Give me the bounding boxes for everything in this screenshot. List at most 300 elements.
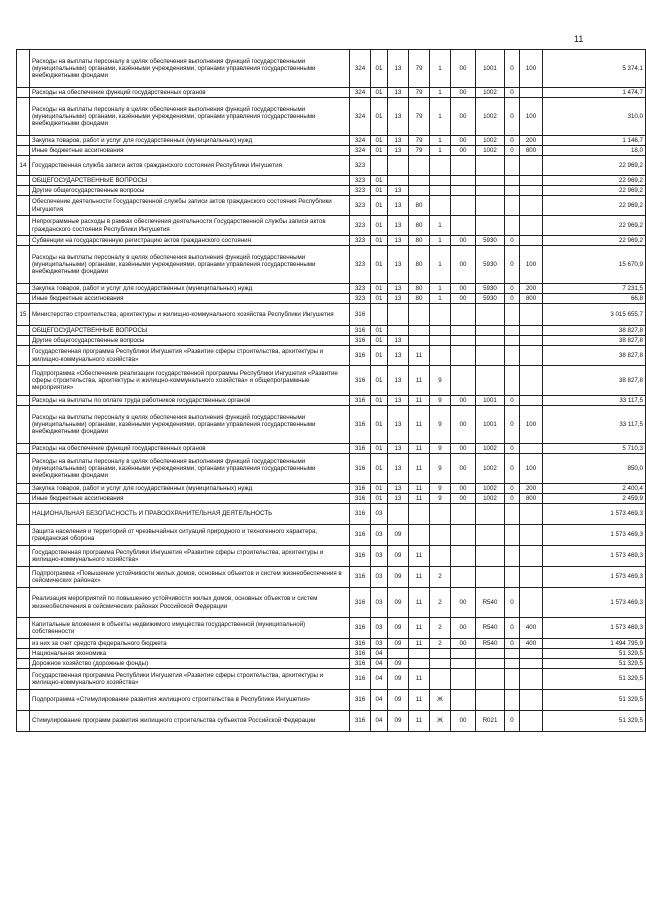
- section-code-cell: 01: [371, 284, 388, 294]
- item-name-cell: Закупка товаров, работ и услуг для государственных (муниципальных) нужд: [30, 484, 350, 494]
- section-code-cell: 01: [371, 366, 388, 396]
- subprogram-code-cell: 9: [430, 396, 451, 406]
- suffix-code-cell: [505, 690, 520, 711]
- program-code-cell: 11: [409, 669, 430, 690]
- subsection-code-cell: 13: [388, 346, 409, 366]
- program-code-cell: [409, 176, 430, 186]
- item-name-cell: Расходы на выплаты по оплате труда работников государственных органов: [30, 396, 350, 406]
- expense-type-code-cell: 100: [520, 98, 543, 136]
- row-number-cell: [17, 88, 30, 98]
- row-number-cell: [17, 649, 30, 659]
- subprogram-code-cell: [430, 669, 451, 690]
- amount-cell: 1 474,7: [543, 88, 646, 98]
- event-code-cell: 00: [451, 711, 476, 732]
- suffix-code-cell: 0: [505, 284, 520, 294]
- expense-type-code-cell: [520, 236, 543, 246]
- section-code-cell: 01: [371, 88, 388, 98]
- amount-cell: 51 329,5: [543, 649, 646, 659]
- table-row: [17, 711, 646, 732]
- amount-cell: 33 117,5: [543, 406, 646, 444]
- subsection-code-cell: 13: [388, 284, 409, 294]
- row-number-cell: [17, 176, 30, 186]
- item-name-cell: Обеспечение деятельности Государственной службы записи актов гражданского состояния Республики Ингушетия: [30, 196, 350, 216]
- expense-type-code-cell: [520, 326, 543, 336]
- page-number: 11: [574, 34, 584, 44]
- table-row: [17, 484, 646, 494]
- table-row: [17, 454, 646, 484]
- subsection-code-cell: 09: [388, 546, 409, 567]
- program-code-cell: [409, 649, 430, 659]
- section-code-cell: 04: [371, 649, 388, 659]
- row-number-cell: [17, 444, 30, 454]
- event-code-cell: [451, 304, 476, 326]
- event-code-cell: [451, 186, 476, 196]
- table-row: [17, 546, 646, 567]
- amount-cell: 22 969,2: [543, 236, 646, 246]
- program-code-cell: 11: [409, 618, 430, 639]
- table-row: [17, 366, 646, 396]
- direction-code-cell: [476, 196, 505, 216]
- row-number-cell: [17, 525, 30, 546]
- suffix-code-cell: [505, 156, 520, 176]
- item-name-cell: Расходы на выплаты персоналу в целях обеспечения выполнения функций государственными (муниципальными) органами, казёнными учреждениями, органами управления государственными внебюджетными фондами: [30, 98, 350, 136]
- event-code-cell: [451, 504, 476, 525]
- table-row: [17, 146, 646, 156]
- ved-code-cell: 316: [350, 690, 371, 711]
- row-number-cell: [17, 146, 30, 156]
- expense-type-code-cell: [520, 504, 543, 525]
- expense-type-code-cell: 400: [520, 618, 543, 639]
- section-code-cell: 03: [371, 618, 388, 639]
- table-row: [17, 336, 646, 346]
- subprogram-code-cell: Ж: [430, 711, 451, 732]
- direction-code-cell: [476, 326, 505, 336]
- amount-cell: 22 969,2: [543, 186, 646, 196]
- direction-code-cell: [476, 216, 505, 236]
- program-code-cell: 80: [409, 216, 430, 236]
- section-code-cell: [371, 156, 388, 176]
- subprogram-code-cell: 1: [430, 294, 451, 304]
- event-code-cell: [451, 326, 476, 336]
- suffix-code-cell: [505, 186, 520, 196]
- subprogram-code-cell: [430, 186, 451, 196]
- direction-code-cell: 5930: [476, 294, 505, 304]
- suffix-code-cell: [505, 567, 520, 588]
- ved-code-cell: 316: [350, 304, 371, 326]
- event-code-cell: [451, 156, 476, 176]
- subprogram-code-cell: 1: [430, 236, 451, 246]
- program-code-cell: [409, 336, 430, 346]
- direction-code-cell: R540: [476, 588, 505, 618]
- direction-code-cell: 1002: [476, 136, 505, 146]
- suffix-code-cell: [505, 546, 520, 567]
- section-code-cell: 01: [371, 396, 388, 406]
- amount-cell: 38 827,8: [543, 346, 646, 366]
- subprogram-code-cell: [430, 196, 451, 216]
- subprogram-code-cell: 9: [430, 494, 451, 504]
- suffix-code-cell: 0: [505, 246, 520, 284]
- section-code-cell: 03: [371, 546, 388, 567]
- row-number-cell: [17, 294, 30, 304]
- subprogram-code-cell: [430, 525, 451, 546]
- item-name-cell: Непрограммные расходы в рамках обеспечения деятельности Государственной службы записи актов гражданского состояния Республики Ингушетия: [30, 216, 350, 236]
- event-code-cell: 00: [451, 236, 476, 246]
- program-code-cell: 79: [409, 98, 430, 136]
- ved-code-cell: 323: [350, 156, 371, 176]
- direction-code-cell: [476, 546, 505, 567]
- event-code-cell: 00: [451, 98, 476, 136]
- table-row: [17, 88, 646, 98]
- direction-code-cell: R021: [476, 711, 505, 732]
- subsection-code-cell: 13: [388, 88, 409, 98]
- row-number-cell: [17, 711, 30, 732]
- event-code-cell: 00: [451, 396, 476, 406]
- ved-code-cell: 316: [350, 588, 371, 618]
- subsection-code-cell: 13: [388, 406, 409, 444]
- suffix-code-cell: 0: [505, 146, 520, 156]
- table-row: [17, 294, 646, 304]
- ved-code-cell: 316: [350, 649, 371, 659]
- subprogram-code-cell: 2: [430, 588, 451, 618]
- subprogram-code-cell: [430, 504, 451, 525]
- expense-type-code-cell: 100: [520, 454, 543, 484]
- direction-code-cell: 1002: [476, 98, 505, 136]
- event-code-cell: 00: [451, 50, 476, 88]
- table-row: [17, 186, 646, 196]
- section-code-cell: [371, 304, 388, 326]
- subprogram-code-cell: 2: [430, 618, 451, 639]
- subsection-code-cell: [388, 504, 409, 525]
- amount-cell: 2 459,9: [543, 494, 646, 504]
- table-row: [17, 98, 646, 136]
- item-name-cell: Подпрограмма «Обеспечение реализации государственной программы Республики Ингушетия «Развитие сферы строительства, архитектуры и жилищно-коммунального хозяйства» и общепрограммные мероприятия»: [30, 366, 350, 396]
- subprogram-code-cell: [430, 304, 451, 326]
- event-code-cell: 00: [451, 494, 476, 504]
- table-row: [17, 669, 646, 690]
- ved-code-cell: 323: [350, 294, 371, 304]
- program-code-cell: 79: [409, 50, 430, 88]
- table-row: [17, 406, 646, 444]
- item-name-cell: Закупка товаров, работ и услуг для государственных (муниципальных) нужд: [30, 284, 350, 294]
- amount-cell: 51 329,5: [543, 669, 646, 690]
- section-code-cell: 01: [371, 98, 388, 136]
- expense-type-code-cell: [520, 711, 543, 732]
- item-name-cell: Государственная программа Республики Ингушетия «Развитие сферы строительства, архитектуры и жилищно-коммунального хозяйства»: [30, 669, 350, 690]
- subprogram-code-cell: Ж: [430, 690, 451, 711]
- item-name-cell: Подпрограмма «Стимулирование развития жилищного строительства в Республике Ингушетия»: [30, 690, 350, 711]
- amount-cell: 7 231,5: [543, 284, 646, 294]
- item-name-cell: ОБЩЕГОСУДАРСТВЕННЫЕ ВОПРОСЫ: [30, 176, 350, 186]
- ved-code-cell: 324: [350, 136, 371, 146]
- ved-code-cell: 324: [350, 50, 371, 88]
- item-name-cell: Реализация мероприятий по повышению устойчивости жилых домов, основных объектов и систем жизнеобеспечения в сейсмических районах Российской Федерации: [30, 588, 350, 618]
- row-number-cell: [17, 454, 30, 484]
- direction-code-cell: 1002: [476, 88, 505, 98]
- amount-cell: 1 573 469,3: [543, 618, 646, 639]
- subprogram-code-cell: 2: [430, 567, 451, 588]
- program-code-cell: 80: [409, 246, 430, 284]
- item-name-cell: Расходы на выплаты персоналу в целях обеспечения выполнения функций государственными (муниципальными) органами, казёнными учреждениями, органами управления государственными внебюджетными фондами: [30, 50, 350, 88]
- direction-code-cell: 1002: [476, 484, 505, 494]
- amount-cell: 22 969,2: [543, 216, 646, 236]
- program-code-cell: 11: [409, 406, 430, 444]
- section-code-cell: 01: [371, 216, 388, 236]
- subsection-code-cell: [388, 649, 409, 659]
- suffix-code-cell: [505, 304, 520, 326]
- section-code-cell: 01: [371, 196, 388, 216]
- amount-cell: 1 573 469,3: [543, 567, 646, 588]
- amount-cell: 51 329,5: [543, 659, 646, 669]
- suffix-code-cell: [505, 176, 520, 186]
- table-row: [17, 396, 646, 406]
- item-name-cell: Иные бюджетные ассигнования: [30, 294, 350, 304]
- expense-type-code-cell: [520, 216, 543, 236]
- section-code-cell: 01: [371, 454, 388, 484]
- ved-code-cell: 316: [350, 484, 371, 494]
- subprogram-code-cell: 9: [430, 484, 451, 494]
- subprogram-code-cell: 1: [430, 88, 451, 98]
- program-code-cell: 80: [409, 236, 430, 246]
- suffix-code-cell: [505, 649, 520, 659]
- row-number-cell: [17, 396, 30, 406]
- row-number-cell: [17, 284, 30, 294]
- subprogram-code-cell: [430, 326, 451, 336]
- subsection-code-cell: [388, 156, 409, 176]
- amount-cell: 38 827,8: [543, 366, 646, 396]
- section-code-cell: 01: [371, 406, 388, 444]
- section-code-cell: 01: [371, 50, 388, 88]
- subsection-code-cell: 13: [388, 494, 409, 504]
- program-code-cell: 80: [409, 284, 430, 294]
- expense-type-code-cell: [520, 396, 543, 406]
- amount-cell: 22 969,2: [543, 156, 646, 176]
- expense-type-code-cell: [520, 346, 543, 366]
- row-number-cell: [17, 690, 30, 711]
- expense-type-code-cell: [520, 88, 543, 98]
- section-code-cell: 03: [371, 639, 388, 649]
- amount-cell: 38 827,8: [543, 326, 646, 336]
- suffix-code-cell: [505, 525, 520, 546]
- event-code-cell: 00: [451, 284, 476, 294]
- suffix-code-cell: 0: [505, 136, 520, 146]
- subsection-code-cell: 13: [388, 50, 409, 88]
- subprogram-code-cell: 2: [430, 639, 451, 649]
- item-name-cell: Субвенции на государственную регистрацию актов гражданского состояния: [30, 236, 350, 246]
- amount-cell: 1 573 469,3: [543, 525, 646, 546]
- event-code-cell: [451, 366, 476, 396]
- direction-code-cell: [476, 366, 505, 396]
- item-name-cell: Защита населения и территорий от чрезвычайных ситуаций природного и техногенного характера, гражданская оборона: [30, 525, 350, 546]
- row-number-cell: [17, 366, 30, 396]
- direction-code-cell: [476, 504, 505, 525]
- row-number-cell: [17, 588, 30, 618]
- subprogram-code-cell: [430, 346, 451, 366]
- row-number-cell: [17, 494, 30, 504]
- section-code-cell: 01: [371, 326, 388, 336]
- ved-code-cell: 323: [350, 186, 371, 196]
- amount-cell: 1 573 469,3: [543, 546, 646, 567]
- section-code-cell: 01: [371, 236, 388, 246]
- ved-code-cell: 316: [350, 525, 371, 546]
- item-name-cell: Расходы на обеспечение функций государственных органов: [30, 88, 350, 98]
- subsection-code-cell: 13: [388, 246, 409, 284]
- program-code-cell: 11: [409, 711, 430, 732]
- suffix-code-cell: 0: [505, 50, 520, 88]
- event-code-cell: 00: [451, 484, 476, 494]
- subprogram-code-cell: 1: [430, 50, 451, 88]
- ved-code-cell: 324: [350, 146, 371, 156]
- program-code-cell: 80: [409, 294, 430, 304]
- subsection-code-cell: 13: [388, 98, 409, 136]
- event-code-cell: 00: [451, 618, 476, 639]
- subsection-code-cell: 09: [388, 588, 409, 618]
- direction-code-cell: [476, 649, 505, 659]
- ved-code-cell: 316: [350, 406, 371, 444]
- item-name-cell: Закупка товаров, работ и услуг для государственных (муниципальных) нужд: [30, 136, 350, 146]
- suffix-code-cell: 0: [505, 494, 520, 504]
- event-code-cell: [451, 546, 476, 567]
- section-code-cell: 01: [371, 176, 388, 186]
- row-number-cell: [17, 326, 30, 336]
- table-row: [17, 588, 646, 618]
- program-code-cell: [409, 659, 430, 669]
- expense-type-code-cell: [520, 567, 543, 588]
- direction-code-cell: 1002: [476, 454, 505, 484]
- expense-type-code-cell: 800: [520, 146, 543, 156]
- event-code-cell: [451, 669, 476, 690]
- direction-code-cell: 1001: [476, 396, 505, 406]
- item-name-cell: НАЦИОНАЛЬНАЯ БЕЗОПАСНОСТЬ И ПРАВООХРАНИТЕЛЬНАЯ ДЕЯТЕЛЬНОСТЬ: [30, 504, 350, 525]
- event-code-cell: [451, 196, 476, 216]
- suffix-code-cell: 0: [505, 711, 520, 732]
- subsection-code-cell: 13: [388, 186, 409, 196]
- row-number-cell: [17, 236, 30, 246]
- subsection-code-cell: 13: [388, 444, 409, 454]
- subsection-code-cell: [388, 304, 409, 326]
- item-name-cell: из них за счет средств федерального бюджета: [30, 639, 350, 649]
- suffix-code-cell: [505, 669, 520, 690]
- amount-cell: 5 710,3: [543, 444, 646, 454]
- suffix-code-cell: [505, 504, 520, 525]
- row-number-cell: [17, 659, 30, 669]
- direction-code-cell: [476, 186, 505, 196]
- row-number-cell: [17, 196, 30, 216]
- subprogram-code-cell: [430, 336, 451, 346]
- expense-type-code-cell: [520, 444, 543, 454]
- subprogram-code-cell: 1: [430, 246, 451, 284]
- direction-code-cell: [476, 659, 505, 669]
- ved-code-cell: 323: [350, 246, 371, 284]
- event-code-cell: [451, 176, 476, 186]
- suffix-code-cell: 0: [505, 406, 520, 444]
- program-code-cell: [409, 525, 430, 546]
- subsection-code-cell: 09: [388, 690, 409, 711]
- amount-cell: 18,0: [543, 146, 646, 156]
- amount-cell: 33 117,5: [543, 396, 646, 406]
- ved-code-cell: 316: [350, 454, 371, 484]
- program-code-cell: 11: [409, 567, 430, 588]
- event-code-cell: [451, 525, 476, 546]
- row-number-cell: [17, 50, 30, 88]
- ved-code-cell: 316: [350, 336, 371, 346]
- section-code-cell: 01: [371, 146, 388, 156]
- event-code-cell: 00: [451, 406, 476, 444]
- item-name-cell: Государственная программа Республики Ингушетия «Развитие сферы строительства, архитектуры и жилищно-коммунального хозяйства»: [30, 546, 350, 567]
- ved-code-cell: 324: [350, 98, 371, 136]
- amount-cell: 310,0: [543, 98, 646, 136]
- table-row: [17, 246, 646, 284]
- expense-type-code-cell: [520, 546, 543, 567]
- ved-code-cell: 316: [350, 669, 371, 690]
- suffix-code-cell: 0: [505, 454, 520, 484]
- item-name-cell: Другие общегосударственные вопросы: [30, 186, 350, 196]
- ved-code-cell: 324: [350, 88, 371, 98]
- section-code-cell: 01: [371, 494, 388, 504]
- program-code-cell: [409, 304, 430, 326]
- direction-code-cell: 1002: [476, 444, 505, 454]
- program-code-cell: 11: [409, 484, 430, 494]
- program-code-cell: 11: [409, 588, 430, 618]
- expense-type-code-cell: [520, 669, 543, 690]
- direction-code-cell: 5930: [476, 284, 505, 294]
- expense-type-code-cell: [520, 156, 543, 176]
- subprogram-code-cell: 9: [430, 406, 451, 444]
- amount-cell: 3 015 655,7: [543, 304, 646, 326]
- suffix-code-cell: [505, 326, 520, 336]
- section-code-cell: 03: [371, 504, 388, 525]
- program-code-cell: 11: [409, 690, 430, 711]
- section-code-cell: 01: [371, 246, 388, 284]
- expense-type-code-cell: [520, 525, 543, 546]
- program-code-cell: 79: [409, 146, 430, 156]
- subsection-code-cell: 13: [388, 136, 409, 146]
- direction-code-cell: 1001: [476, 406, 505, 444]
- subsection-code-cell: 09: [388, 525, 409, 546]
- ved-code-cell: 316: [350, 444, 371, 454]
- subsection-code-cell: 13: [388, 396, 409, 406]
- amount-cell: 850,0: [543, 454, 646, 484]
- item-name-cell: Расходы на обеспечение функций государственных органов: [30, 444, 350, 454]
- event-code-cell: 00: [451, 88, 476, 98]
- suffix-code-cell: 0: [505, 98, 520, 136]
- table-row: [17, 567, 646, 588]
- expense-type-code-cell: [520, 690, 543, 711]
- event-code-cell: 00: [451, 294, 476, 304]
- row-number-cell: [17, 186, 30, 196]
- ved-code-cell: 316: [350, 711, 371, 732]
- event-code-cell: 00: [451, 246, 476, 284]
- expense-type-code-cell: 100: [520, 246, 543, 284]
- event-code-cell: [451, 216, 476, 236]
- amount-cell: 15 670,9: [543, 246, 646, 284]
- direction-code-cell: 1001: [476, 50, 505, 88]
- amount-cell: 66,8: [543, 294, 646, 304]
- table-row: [17, 50, 646, 88]
- item-name-cell: Расходы на выплаты персоналу в целях обеспечения выполнения функций государственными (муниципальными) органами, казёнными учреждениями, органами управления государственными внебюджетными фондами: [30, 246, 350, 284]
- subprogram-code-cell: 9: [430, 454, 451, 484]
- program-code-cell: 11: [409, 546, 430, 567]
- table-row: [17, 639, 646, 649]
- suffix-code-cell: 0: [505, 444, 520, 454]
- subsection-code-cell: [388, 326, 409, 336]
- program-code-cell: 11: [409, 639, 430, 649]
- table-row: [17, 649, 646, 659]
- amount-cell: 1 146,7: [543, 136, 646, 146]
- event-code-cell: 00: [451, 146, 476, 156]
- amount-cell: 5 374,1: [543, 50, 646, 88]
- ved-code-cell: 316: [350, 346, 371, 366]
- expense-type-code-cell: [520, 186, 543, 196]
